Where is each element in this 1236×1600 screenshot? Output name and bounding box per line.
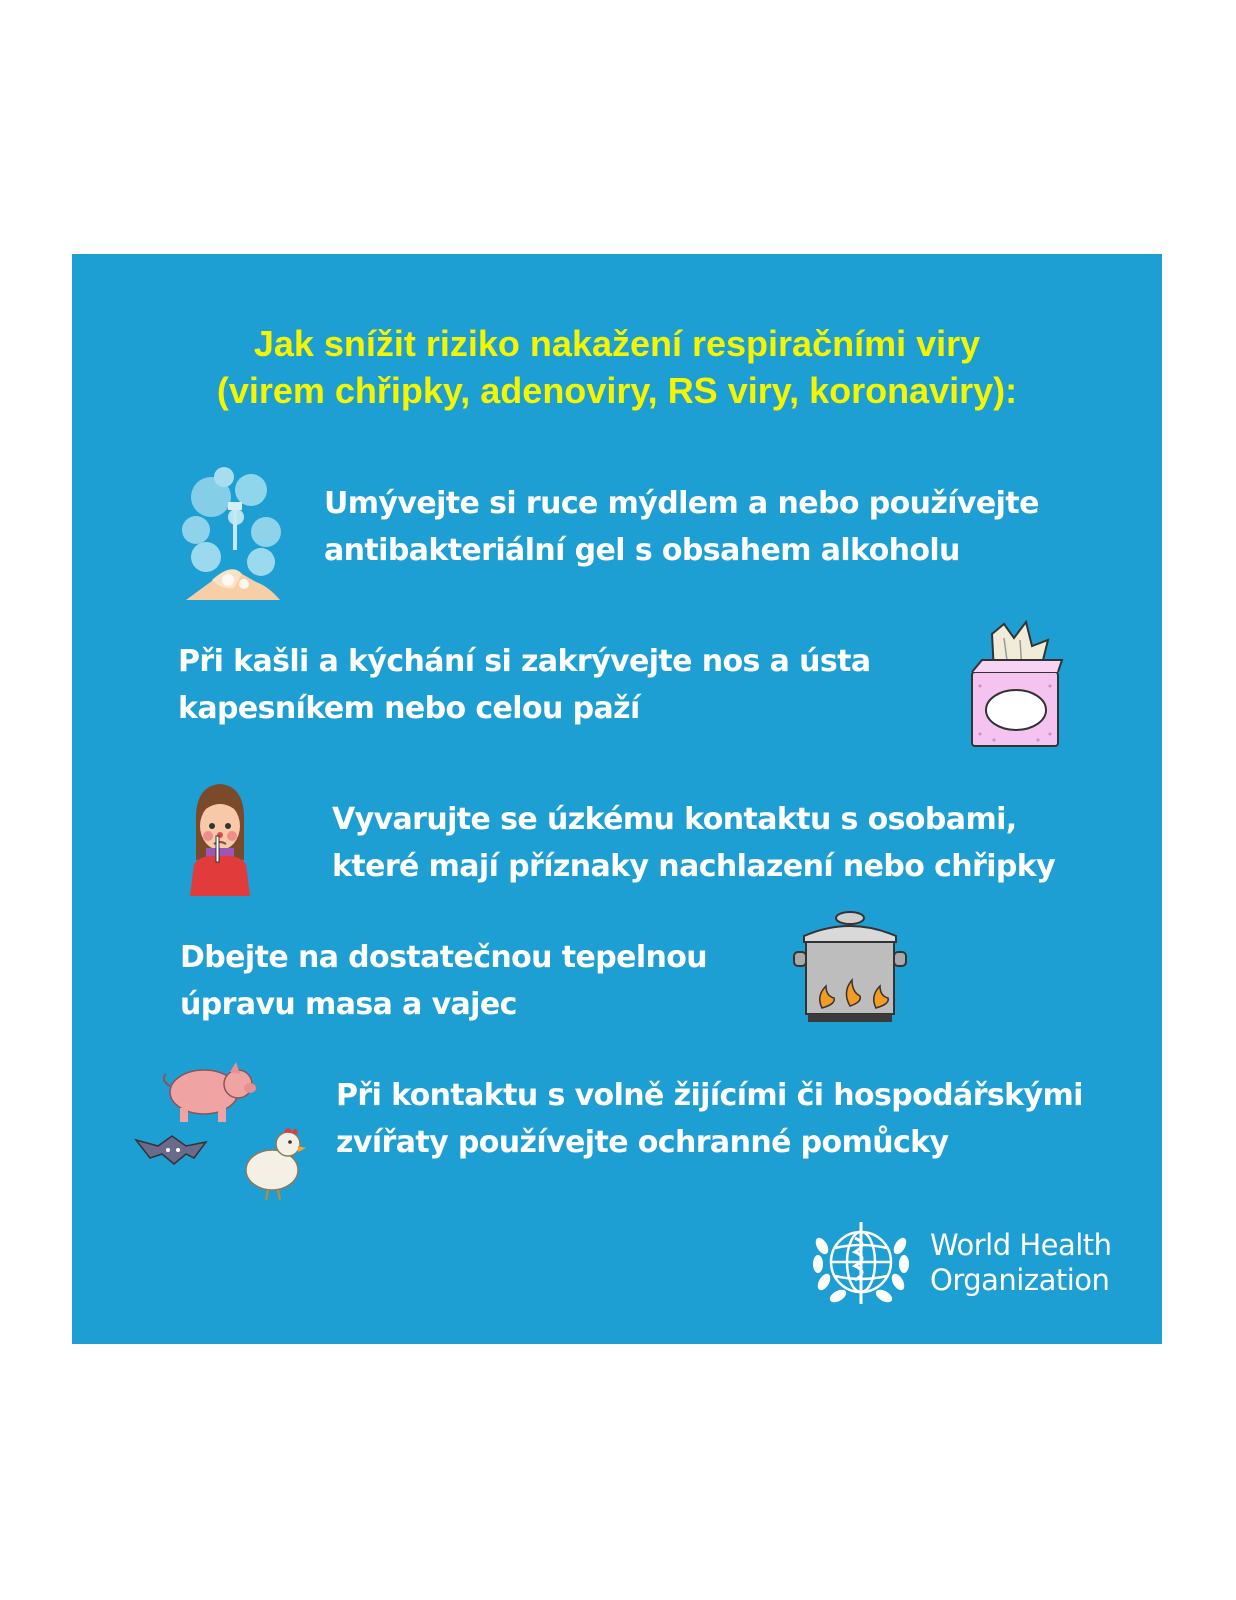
title-line-2: (virem chřipky, adenoviry, RS viry, koronaviry): — [216, 370, 1018, 411]
title-line-1: Jak snížit riziko nakažení respiračními viry — [253, 323, 981, 364]
tip-cook-meat — [180, 934, 707, 1028]
tip-line: Umývejte si ruce mýdlem a nebo používejte — [324, 486, 1039, 521]
tip-line: úpravu masa a vajec — [180, 987, 517, 1022]
tip-line: Při kontaktu s volně žijícími či hospodářskými — [336, 1078, 1083, 1113]
tip-line: antibakteriální gel s obsahem alkoholu — [324, 533, 960, 568]
who-logo-line-1: World Health — [930, 1228, 1112, 1262]
tip-line: Při kašli a kýchání si zakrývejte nos a ústa — [178, 644, 871, 679]
tip-line: Vyvarujte se úzkému kontaktu s osobami, — [332, 802, 1017, 837]
sick-person-icon — [186, 780, 254, 898]
cooking-pot-icon — [792, 908, 908, 1028]
tip-line: Dbejte na dostatečnou tepelnou — [180, 940, 708, 975]
tip-line: zvířaty používejte ochranné pomůcky — [336, 1125, 949, 1160]
who-emblem-icon — [808, 1216, 914, 1310]
tip-cover-cough — [178, 638, 871, 732]
page-title — [72, 320, 1162, 414]
who-logo-line-2: Organization — [930, 1263, 1110, 1297]
handwashing-icon — [176, 462, 288, 602]
who-logo-text — [930, 1228, 1112, 1298]
poster — [72, 254, 1162, 1344]
tip-handwashing — [324, 480, 1039, 574]
tip-line: které mají příznaky nachlazení nebo chřipky — [332, 849, 1056, 884]
tip-avoid-contact — [332, 796, 1055, 890]
tip-line: kapesníkem nebo celou paží — [178, 691, 640, 726]
tip-protective-equipment — [336, 1072, 1083, 1166]
animals-icon — [132, 1062, 308, 1202]
tissue-box-icon — [964, 616, 1072, 756]
